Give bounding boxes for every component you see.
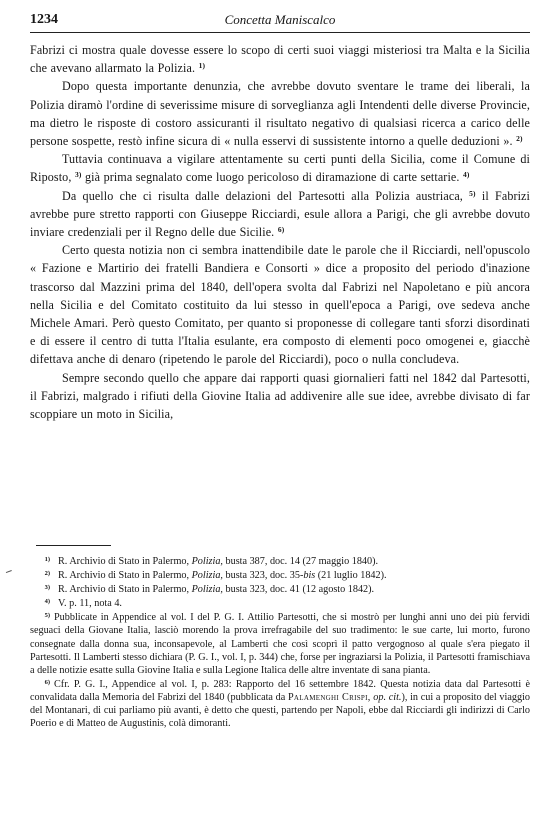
paragraph-6 bbox=[30, 369, 530, 424]
paragraph-3-text-b: già prima segnalato come luogo pericoloso di diramazione di carte settarie. bbox=[81, 170, 460, 185]
footnote-number: 4) bbox=[44, 598, 50, 606]
footnotes bbox=[30, 555, 530, 731]
footnote-ref: 3) bbox=[75, 170, 82, 180]
margin-mark bbox=[6, 570, 12, 574]
footnote-ref: 6) bbox=[277, 225, 285, 235]
footnote-ref: 1) bbox=[198, 61, 206, 71]
running-head: Concetta Maniscalco bbox=[224, 12, 336, 27]
footnote-2: $^{2)}$ R. Archivio di Stato in Palermo, Polizia, busta 323, doc. 35-bis (21 luglio 1842). bbox=[30, 569, 530, 582]
page-header bbox=[30, 12, 530, 33]
paragraph-3-text-a: Tuttavia continuava a vigilare attentamente su certi punti della Sicilia, come il Comune di Riposto, bbox=[30, 152, 530, 185]
footnote-6: $^{6)}$ Cfr. P. G. I., Appendice al vol. I, p. 283: Rapporto del 16 settembre 1842. Questa notizia data dal Partesotti è convalidata dalla Memoria del Fabrizi del 1840 (pubblicata da Palamenghi Crispi, op. cit.), in cui a proposito del viaggio del Montanari, di cui parliamo più avanti, è detto che questi, partendo per Napoli, ebbe dal Ricciardi gli indirizzi di Carlo Poerio e di Matteo de Augustinis, colà dimoranti. bbox=[30, 678, 530, 730]
footnote-number: 2) bbox=[44, 570, 50, 578]
footnote-number: 6) bbox=[44, 678, 50, 686]
paragraph-2-text: Dopo questa importante denunzia, che avrebbe dovuto sventare le trame dei liberali, la Polizia diramò l'ordine di severissime misure di sorveglianza agli Intendenti delle diverse Provincie, ma dietro le risposte di costoro assicuranti il risultato negativo di qualsiasi ricerca a carico delle persone sospette, restò infine sicura di « nulla esservi di sussistente intorno a quelle deduzioni ». bbox=[30, 79, 530, 149]
footnote-number: 5) bbox=[44, 612, 50, 620]
footnote-1: $^{1)}$ R. Archivio di Stato in Palermo, Polizia, busta 387, doc. 14 (27 maggio 1840). bbox=[30, 555, 530, 568]
paragraph-5 bbox=[30, 241, 530, 368]
page-number: 1234 bbox=[30, 12, 58, 27]
paragraph-4-text-b: il Fabrizi avrebbe pure stretto rapporti con Giuseppe Ricciardi, esule allora a Parigi, che gli avrebbe dovuto inviare credenziali per il Regno delle due Sicilie. bbox=[30, 188, 530, 240]
paragraph-4-text-a: Da quello che ci risulta dalle delazioni del Partesotti alla Polizia austriaca, bbox=[62, 188, 463, 203]
paragraph-1-text: Fabrizi ci mostra quale dovesse essere lo scopo di certi suoi viaggi misteriosi tra Malta e la Sicilia che avevano allarmato la Polizia. bbox=[30, 43, 530, 76]
paragraph-5-text: Certo questa notizia non ci sembra inattendibile date le parole che il Ricciardi, nell'opuscolo « Fazione e Martirio dei fratelli Bandiera e Consorti » dice a proposito del periodo d'inazione trascorso dal Mazzini prima del 1840, dell'opera svolta dal Fabrizi nel Napoletano e più ancora nella Sicilia e del Comitato costituito da lui stesso in quell'epoca a Parigi, ove sedeva anche Michele Amari. Però questo Comitato, per quanto si proponesse di collegare tanti sforzi disordinati e di essere il centro di tutta l'Italia esulante, era composto di elementi poco omogenei e, giacchè difettava anche di denaro (ripetendo le parole del Ricciardi), poco o nulla concludeva. bbox=[30, 243, 530, 367]
paragraph-3 bbox=[30, 150, 530, 186]
paragraph-6-text: Sempre secondo quello che appare dai rapporti quasi giornalieri fatti nel 1842 dal Partesotti, il Fabrizi, malgrado i rifiuti della Giovine Italia ad addivenire alle sue idee, avrebbe divisato di far scoppiare un moto in Sicilia, bbox=[30, 370, 530, 422]
main-text bbox=[30, 41, 530, 423]
footnote-ref: 2) bbox=[516, 134, 523, 144]
paragraph-1 bbox=[30, 41, 530, 77]
footnote-3: $^{3)}$ R. Archivio di Stato in Palermo, Polizia, busta 323, doc. 41 (12 agosto 1842). bbox=[30, 583, 530, 596]
footnote-number: 1) bbox=[44, 556, 50, 563]
paragraph-2 bbox=[30, 77, 530, 150]
footnote-ref: 5) bbox=[469, 188, 476, 198]
footnote-5: $^{5)}$ Pubblicate in Appendice al vol. I del P. G. I. Attilio Partesotti, che si mostrò per lunghi anni uno dei più fervidi seguaci della Giovane Italia, lasciò morendo la prova irrefragabile del suo tradimento: le sue carte, lui morto, furono consegnate dalla donna sua, inconsapevole, al Lamberti che così scoprì il patto vergognoso al quale s'era piegato il Partesotti. Il Lamberti stesso dichiara (P. G. I., vol. I, p. 344) che, forse per ingraziarsi la Polizia, il Partesotti framischiava a delle notizie esatte sulla Giovine Italia e sulla Legione Italica delle altre inventate di sana pianta. bbox=[30, 612, 530, 676]
footnote-ref: 4) bbox=[463, 170, 470, 180]
footnote-number: 3) bbox=[44, 584, 50, 592]
paragraph-4 bbox=[30, 187, 530, 242]
footnote-4: $^{4)}$ V. p. 11, nota 4. bbox=[30, 597, 530, 610]
footnote-separator bbox=[36, 545, 111, 546]
